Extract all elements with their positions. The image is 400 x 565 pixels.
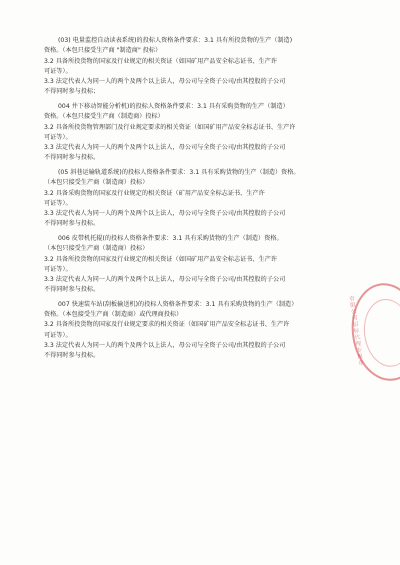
text-line: 3.3 法定代表人为同一人的两个及两个以上法人，母公司与全资子公司/由其控股的子公司	[44, 78, 286, 86]
text-line: （本包只接受生产商（制造商）投标）	[44, 245, 149, 253]
text-line: 3.3 法定代表人为同一人的两个及两个以上法人，母公司与全资子公司/由其控股的子公司	[44, 210, 286, 218]
text-line: 可证等）。	[44, 67, 72, 75]
text-line: 3.2 具备所投货物管理部门及行业规定要求的相关资证（如国矿用产品安全标志证书、生产许	[44, 123, 296, 131]
text-line: 3.2 具备所投货物的国家及行业规定要求的相关资证（如国矿用产品安全标志证书、生产许	[44, 321, 290, 329]
text-line: 资格。（本包只接受生产商 "制造商" 投标）	[44, 47, 162, 55]
company-seal-stamp	[346, 279, 400, 386]
paragraph-package-04	[44, 102, 344, 164]
paragraph-package-03	[44, 36, 344, 98]
text-line: （本包只接受生产商（制造商）投标）	[44, 179, 149, 187]
text-line: 不得同时参与投标。	[44, 352, 100, 360]
paragraph-package-06	[44, 234, 344, 296]
text-line: 3.2 具备所投货物的国家及行业规定的相关资证（如国矿用产品安全标志证书、生产许	[44, 255, 278, 263]
text-line: 007 快速装车站(刮板输送机)的投标人资格条件要求：3.1 具有采购货物的生产（制造）	[58, 300, 298, 308]
text-line: (05 斜巷运输轨道系统)的投标人资格条件要求：3.1 具有采购货物的生产（制造）资格。	[58, 168, 300, 176]
seal-inner-ring	[360, 296, 400, 370]
text-line: 可证等）。	[44, 265, 72, 273]
document-body	[44, 36, 344, 362]
text-line: 004 井下移动智能分析机)的投标人资格条件要求：3.1 具有采购货物的生产（制造）	[58, 102, 289, 110]
text-line: 不得同时参与投标。	[44, 220, 100, 228]
paragraph-package-07	[44, 300, 344, 362]
text-line: 3.2 具备所投货物的国家及行业规定的相关资证（如国矿用产品安全标志证书、生产许	[44, 57, 278, 65]
text-line: 不得同时参与投标；	[44, 88, 100, 96]
text-line: 3.2 具备采购货物的国家及行业规定的相关资证（矿用产品安全标志证书、生产许	[44, 189, 265, 197]
text-line: 3.3 法定代表人为同一人的两个及两个以上法人，母公司与全资子公司/由其控股的子公司	[44, 276, 286, 284]
paragraph-package-05	[44, 168, 344, 230]
text-line: 3.3 法定代表人为同一人的两个及两个以上法人，母公司与全资子公司/由其控股的子公司	[44, 144, 286, 152]
text-line: 不得同时参与投标。	[44, 286, 100, 294]
text-line: 006 皮带机托辊(的投标人资格条件要求：3.1 具有采购货物的生产（制造）资格。	[58, 234, 283, 242]
text-line: 不得同时参与投标。	[44, 154, 100, 162]
text-line: 资格。（本包接受生产商（制造商）或代理商投标）	[44, 311, 183, 319]
text-line: (03) 电量监控自动读表系统)的投标人资格条件要求：3.1 具有所投货物的生产（制造)	[58, 37, 293, 44]
text-line: 资格。（本包只接受生产商（制造商）投标）	[44, 113, 164, 121]
text-line: 可证等）。	[44, 133, 72, 141]
text-line: 3.3 法定代表人为同一人的两个及两个以上法人，母公司与全资子公司/由其控股的子公司	[44, 342, 286, 350]
text-line: 可证等）。	[44, 199, 72, 207]
seal-text: 有限公司招标代理专用章	[347, 295, 364, 367]
text-line: 可证等）。	[44, 331, 72, 339]
